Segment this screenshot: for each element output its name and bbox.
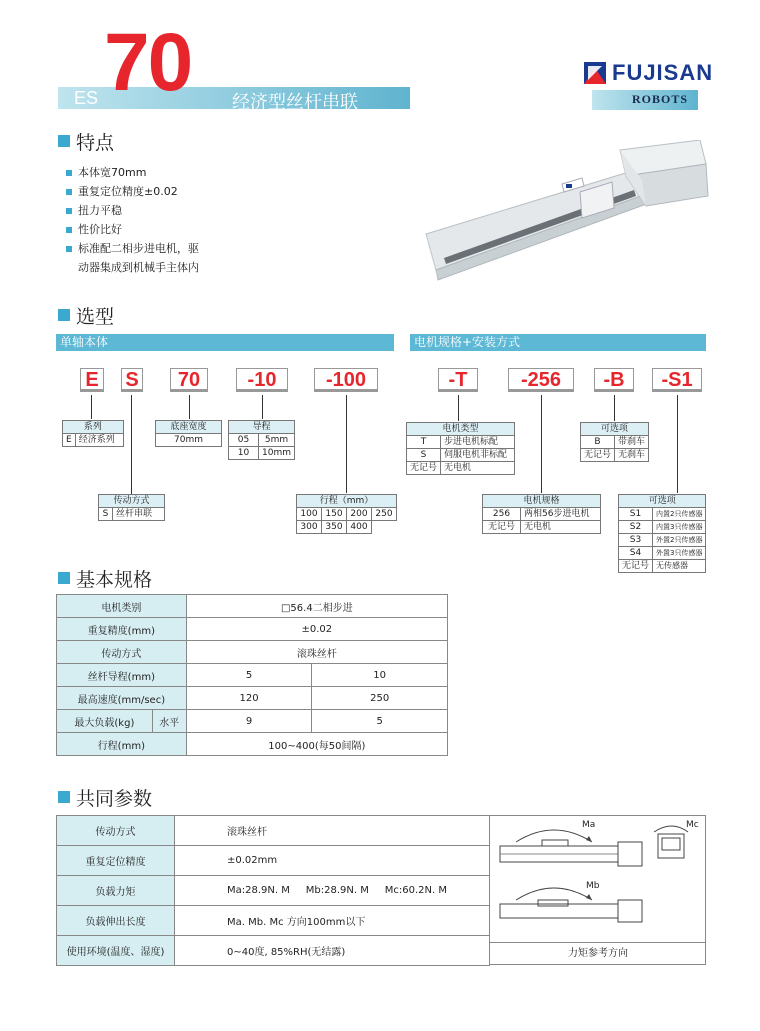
connector-line [346,395,347,493]
table-cell: S1 [619,508,653,521]
feature-item: 扭力平稳 [78,204,122,217]
param-value: ±0.02mm [175,846,490,876]
table-title: 传动方式 [99,495,165,508]
table-cell: E [63,434,76,447]
table-title: 导程 [229,421,295,434]
table-cell: 无传感器 [653,560,706,573]
motor-spec-table [482,494,601,534]
code-motor-spec: -256 [508,368,574,392]
table-title: 可选项 [581,423,649,436]
param-label: 重复定位精度 [57,846,175,876]
table-cell: 350 [322,521,347,534]
spec-value: 滚珠丝杆 [186,641,447,664]
spec-sublabel: 水平 [152,710,186,733]
spec-value: 250 [312,687,448,710]
spec-label: 丝杆导程(mm) [57,664,187,687]
feature-item: 标准配二相步进电机，驱 [78,242,199,255]
table-cell: S [407,449,441,462]
common-params-heading: 共同参数 [76,788,153,810]
param-label: 使用环境(温度、湿度) [57,936,175,966]
table-cell: 步进电机标配 [441,436,515,449]
code-lead: -10 [236,368,288,392]
table-title: 电机规格 [483,495,601,508]
code-sensor: -S1 [652,368,702,392]
bullet-icon [66,246,72,252]
table-cell: 200 [347,508,372,521]
table-title: 可选项 [619,495,706,508]
connector-line [91,395,92,419]
moment-label-ma: Ma [582,820,596,830]
selection-heading: 选型 [76,306,115,328]
spec-value: 10 [312,664,448,687]
spec-value: □56.4二相步进 [186,595,447,618]
fujisan-logo-icon [584,62,606,84]
table-cell: 无记号 [483,521,521,534]
moment-direction-diagram [492,816,704,942]
drive-table [98,494,165,521]
table-cell: T [407,436,441,449]
diagram-caption: 力矩参考方向 [490,942,706,965]
table-cell: 05 [229,434,259,447]
feature-item: 性价比好 [78,223,122,236]
code-width: 70 [170,368,208,392]
moment-label-mb: Mb [586,881,600,891]
table-cell: 100 [297,508,322,521]
spec-label: 传动方式 [57,641,187,664]
param-label: 负载伸出长度 [57,906,175,936]
table-cell: B [581,436,615,449]
table-cell: S4 [619,547,653,560]
band-motor-spec: 电机规格+安装方式 [410,334,706,351]
connector-line [614,395,615,421]
brand-name: FUJISAN [612,60,714,85]
code-motor-type: -T [438,368,478,392]
connector-line [189,395,190,419]
feature-item: 动器集成到机械手主体内 [78,261,199,274]
section-marker [58,309,70,321]
table-cell: 70mm [156,434,222,447]
section-marker [58,572,70,584]
moment-label-mc: Mc [686,820,699,830]
table-cell: S2 [619,521,653,534]
table-cell: S [99,508,113,521]
spec-value: 100~400(每50间隔) [186,733,447,756]
table-cell: 无记号 [581,449,615,462]
table-cell: 150 [322,508,347,521]
table-cell: 5mm [259,434,295,447]
code-brake: -B [594,368,634,392]
spec-label: 行程(mm) [57,733,187,756]
bullet-icon [66,227,72,233]
series-table [62,420,124,447]
features-heading: 特点 [76,132,115,154]
model-size: 70 [104,17,192,108]
code-stroke: -100 [314,368,378,392]
table-cell: 外置3只传感器 [653,547,706,560]
table-cell: 10 [229,447,259,460]
param-value: 滚珠丝杆 [175,816,490,846]
table-title: 系列 [63,421,124,434]
spec-label: 电机类别 [57,595,187,618]
table-cell: 两相56步进电机 [521,508,601,521]
bullet-icon [66,189,72,195]
spec-value: ±0.02 [186,618,447,641]
table-cell: 256 [483,508,521,521]
table-title: 底座宽度 [156,421,222,434]
lead-table [228,420,295,460]
table-cell-empty [372,521,397,534]
param-value: Ma. Mb. Mc 方向100mm以下 [175,906,490,936]
basic-spec-table [56,594,448,756]
bullet-icon [66,170,72,176]
common-params-table [56,815,490,966]
table-title: 电机类型 [407,423,515,436]
basic-spec-heading: 基本规格 [76,569,153,591]
table-cell: S3 [619,534,653,547]
table-cell: 带刹车 [615,436,649,449]
param-label: 负载力矩 [57,876,175,906]
width-table [155,420,222,447]
table-cell: 无电机 [441,462,515,475]
spec-label: 最大负载(kg) [57,710,153,733]
band-single-axis: 单轴本体 [56,334,394,351]
table-cell: 无电机 [521,521,601,534]
table-cell: 无记号 [407,462,441,475]
connector-line [458,395,459,421]
page-title: 经济型丝杆串联 [232,92,358,113]
connector-line [131,395,132,495]
actuator-product-image [420,140,710,290]
connector-line [262,395,263,419]
table-cell: 无刹车 [615,449,649,462]
table-cell: 伺服电机非标配 [441,449,515,462]
section-marker [58,135,70,147]
spec-value: 9 [186,710,312,733]
section-marker [58,791,70,803]
table-cell: 300 [297,521,322,534]
feature-item: 重复定位精度±0.02 [78,185,178,198]
motor-type-table [406,422,515,475]
spec-value: 120 [186,687,312,710]
table-cell: 10mm [259,447,295,460]
param-value: 0~40度, 85%RH(无结露) [175,936,490,966]
table-cell: 丝杆串联 [113,508,165,521]
spec-value: 5 [186,664,312,687]
connector-line [541,395,542,493]
table-cell: 外置2只传感器 [653,534,706,547]
code-drive: S [121,368,143,392]
table-cell: 400 [347,521,372,534]
series-label: ES [74,88,99,108]
sensor-table [618,494,706,573]
spec-value: 5 [312,710,448,733]
table-cell: 经济系列 [75,434,123,447]
table-cell: 无记号 [619,560,653,573]
param-label: 传动方式 [57,816,175,846]
brake-table [580,422,649,462]
code-series: E [80,368,104,392]
table-cell: 250 [372,508,397,521]
feature-item: 本体宽70mm [78,166,147,179]
spec-label: 最高速度(mm/sec) [57,687,187,710]
brand-sub: ROBOTS [632,92,689,106]
table-cell: 内置3只传感器 [653,521,706,534]
bullet-icon [66,208,72,214]
param-value: Ma:28.9N. M Mb:28.9N. M Mc:60.2N. M [175,876,490,906]
table-title: 行程（mm） [297,495,397,508]
table-cell: 内置2只传感器 [653,508,706,521]
stroke-table [296,494,397,534]
connector-line [677,395,678,493]
spec-label: 重复精度(mm) [57,618,187,641]
